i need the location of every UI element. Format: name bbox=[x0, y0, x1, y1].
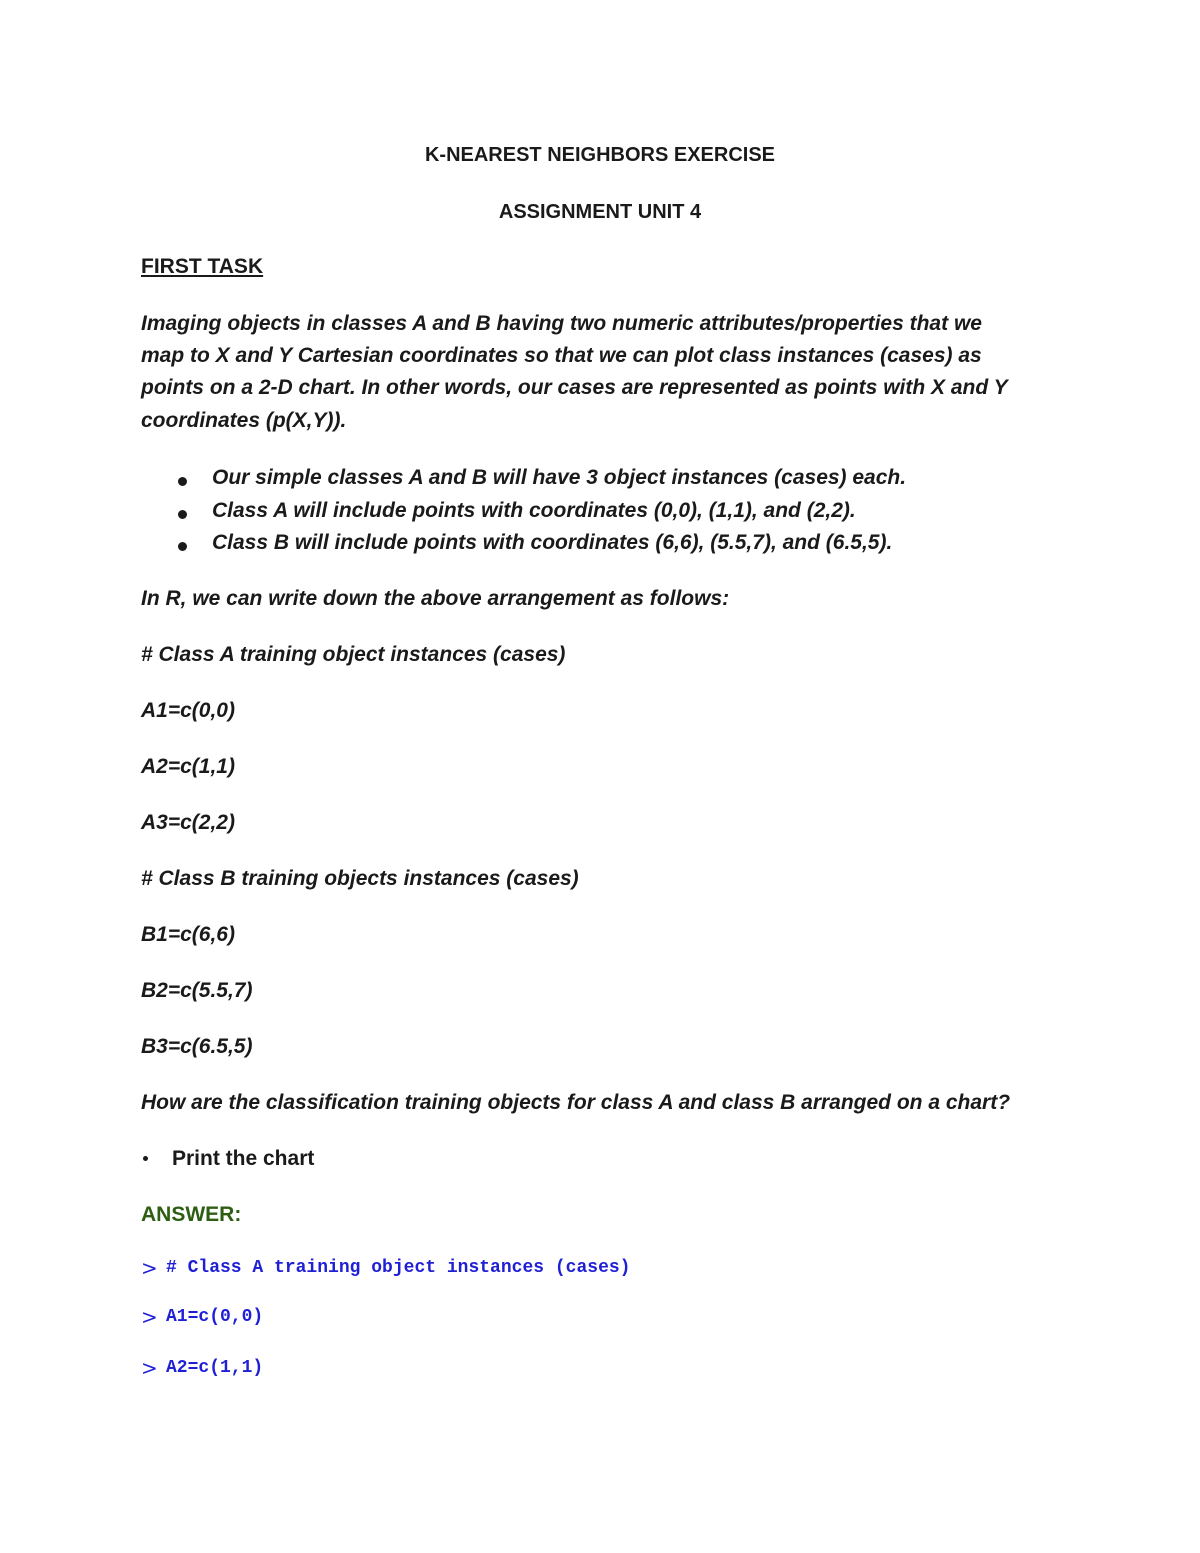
intro-line: points on a 2-D chart. In other words, our cases are represented as points with X and Y bbox=[141, 376, 1008, 399]
class-b-line: B2=c(5.5,7) bbox=[141, 979, 253, 1002]
bullet-icon bbox=[178, 542, 187, 551]
class-a-line: A1=c(0,0) bbox=[141, 699, 235, 722]
task-item: Print the chart bbox=[172, 1147, 315, 1170]
bullet-item: Class A will include points with coordinates (0,0), (1,1), and (2,2). bbox=[212, 499, 856, 522]
document-title: K-NEAREST NEIGHBORS EXERCISE bbox=[424, 144, 776, 166]
class-b-line: B3=c(6.5,5) bbox=[141, 1035, 253, 1058]
intro-line: Imaging objects in classes A and B having two numeric attributes/properties that we bbox=[141, 312, 982, 335]
code-line: A2=c(1,1) bbox=[166, 1358, 264, 1378]
bullet-icon bbox=[178, 477, 187, 486]
intro-line: coordinates (p(X,Y)). bbox=[141, 409, 347, 432]
document-subtitle: ASSIGNMENT UNIT 4 bbox=[498, 201, 702, 223]
console-prompt-icon: > bbox=[141, 1305, 158, 1329]
bullet-icon bbox=[143, 1156, 148, 1161]
question: How are the classification training objects for class A and class B arranged on a chart? bbox=[141, 1091, 1011, 1114]
intro-line: map to X and Y Cartesian coordinates so that we can plot class instances (cases) as bbox=[141, 344, 982, 367]
answer-label: ANSWER: bbox=[141, 1203, 242, 1226]
console-prompt-icon: > bbox=[141, 1256, 158, 1280]
class-a-line: A2=c(1,1) bbox=[141, 755, 235, 778]
bullet-item: Our simple classes A and B will have 3 object instances (cases) each. bbox=[212, 466, 907, 489]
class-b-comment: # Class B training objects instances (cases) bbox=[141, 867, 579, 890]
code-line: # Class A training object instances (cases) bbox=[166, 1258, 631, 1278]
class-a-comment: # Class A training object instances (cases) bbox=[141, 643, 566, 666]
bullet-icon bbox=[178, 510, 187, 519]
section-heading: FIRST TASK bbox=[141, 255, 264, 278]
class-a-line: A3=c(2,2) bbox=[141, 811, 235, 834]
console-prompt-icon: > bbox=[141, 1356, 158, 1380]
bullet-item: Class B will include points with coordinates (6,6), (5.5,7), and (6.5,5). bbox=[212, 531, 893, 554]
class-b-line: B1=c(6,6) bbox=[141, 923, 235, 946]
code-line: A1=c(0,0) bbox=[166, 1307, 264, 1327]
r-intro: In R, we can write down the above arrangement as follows: bbox=[141, 587, 730, 610]
